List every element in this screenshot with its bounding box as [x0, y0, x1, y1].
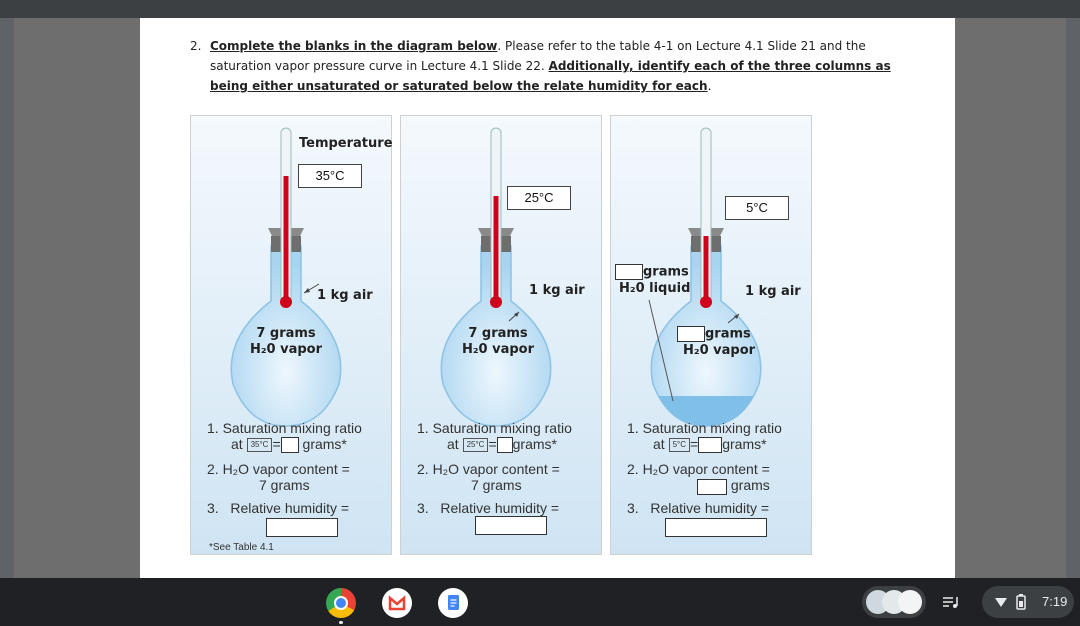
panel-5c: [610, 115, 812, 555]
playlist-icon[interactable]: [940, 592, 960, 612]
temperature-label: Temperature: [299, 136, 393, 151]
footnote: *See Table 4.1: [209, 542, 274, 553]
questions-35c: 1. Saturation mixing ratio at 35°C = grams* 2. H₂O vapor content = 7 grams: [207, 420, 362, 494]
wifi-icon: [994, 596, 1008, 608]
relative-humidity-blank-5c[interactable]: [665, 518, 767, 537]
question-reference: . Please refer to the table 4-1 on Lecture 4.1 Slide 21 and the saturation vapor pressure curve in Lecture 4.1 Slide 22.: [210, 39, 866, 73]
gmail-icon[interactable]: [382, 588, 412, 618]
battery-icon: [1016, 594, 1026, 610]
question-additional: Additionally, identify each of the three columns as being either unsaturated or saturated below the relate humidity for each: [210, 59, 891, 93]
air-label-35c: 1 kg air: [317, 288, 373, 303]
question-text: 2. Complete the blanks in the diagram below. Please refer to the table 4-1 on Lecture 4.1 Slide 21 and the saturation vapor pressure curve in Lecture 4.1 Slide 22. Additionally, identify each of the three columns as being either unsaturated or saturated below the relate humidity for each.: [210, 36, 910, 96]
vapor-content-blank-5c[interactable]: [697, 479, 727, 495]
vapor-grams-blank-5c[interactable]: [677, 326, 705, 342]
taskbar: [0, 578, 1080, 626]
rh-label-35c: 3. Relative humidity =: [207, 500, 350, 516]
air-label-25c: 1 kg air: [529, 283, 585, 298]
document-page: [140, 18, 955, 578]
rh-label-25c: 3. Relative humidity =: [417, 500, 560, 516]
liquid-grams-blank-5c[interactable]: [615, 264, 643, 280]
saturation-ratio-blank-25c[interactable]: [497, 437, 513, 453]
temperature-value-25c: 25°C: [507, 186, 571, 210]
relative-humidity-blank-25c[interactable]: [475, 516, 547, 535]
question-number: 2.: [190, 39, 202, 53]
questions-5c: 1. Saturation mixing ratio at 5°C = grams* 2. H₂O vapor content = grams: [627, 420, 782, 494]
question-instruction: Complete the blanks in the diagram below: [210, 39, 498, 53]
rh-label-5c: 3. Relative humidity =: [627, 500, 770, 516]
vapor-label-5c: grams H₂0 vapor: [677, 326, 755, 359]
panel-25c: [400, 115, 602, 555]
questions-25c: 1. Saturation mixing ratio at 25°C = grams* 2. H₂O vapor content = 7 grams: [417, 420, 572, 494]
clock: 7:19: [1042, 594, 1068, 609]
temperature-value-5c: 5°C: [725, 196, 789, 220]
relative-humidity-blank-35c[interactable]: [266, 518, 338, 537]
viewer-right-margin: [1066, 18, 1080, 578]
vapor-label-25c: 7 grams H₂0 vapor: [461, 326, 535, 357]
docs-icon[interactable]: [438, 588, 468, 618]
temperature-value-35c: 35°C: [298, 164, 362, 188]
holding-space-tray[interactable]: [862, 586, 926, 618]
saturation-ratio-blank-5c[interactable]: [698, 437, 722, 453]
status-tray[interactable]: [982, 586, 1074, 618]
thumbnail-icon: [898, 590, 922, 614]
saturation-ratio-blank-35c[interactable]: [281, 437, 299, 453]
chrome-active-indicator: [339, 621, 343, 624]
window-top-bar: [0, 0, 1080, 18]
air-label-5c: 1 kg air: [745, 284, 801, 299]
panel-35c: [190, 115, 392, 555]
liquid-label-5c: grams H₂0 liquid: [615, 264, 690, 297]
viewer-left-margin: [0, 18, 14, 578]
vapor-label-35c: 7 grams H₂0 vapor: [249, 326, 323, 357]
chrome-icon[interactable]: [326, 588, 356, 618]
